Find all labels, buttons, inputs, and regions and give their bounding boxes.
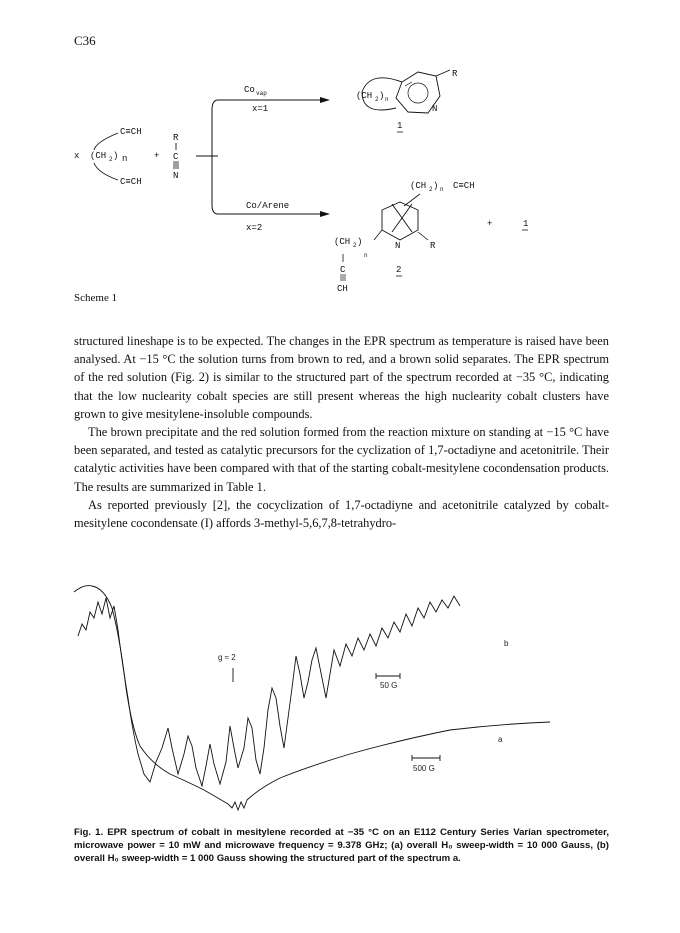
branch-bracket xyxy=(212,100,218,214)
product-2-r: R xyxy=(430,241,436,251)
product-2-structure xyxy=(374,194,428,240)
product-2-number: 2 xyxy=(396,265,402,275)
reactant-alkyne-top: C≡CH xyxy=(120,127,142,137)
product-2-side-close: ) xyxy=(433,181,439,191)
nitrile-c: C xyxy=(173,152,179,162)
plus-sign-2: + xyxy=(487,219,493,229)
upper-reagent-sub: vap xyxy=(256,90,267,97)
reactant-bond-upper xyxy=(94,133,118,150)
product-2-side-alkyne: C≡CH xyxy=(453,181,475,191)
product-2-side-n: n xyxy=(440,186,444,193)
product-1-sub: 2 xyxy=(375,96,379,103)
spectrum-trace-b xyxy=(78,596,460,786)
lower-condition: x=2 xyxy=(246,223,263,233)
reactant-chain-close: ) xyxy=(113,151,119,161)
trace-b-label: b xyxy=(504,639,509,648)
lower-reagent: Co/Arene xyxy=(246,201,290,211)
product-2-ch: CH xyxy=(337,284,348,294)
nitrile-n: N xyxy=(173,171,179,181)
paragraph-3: As reported previously [2], the cocyclization of 1,7-octadiyne and acetonitrile catalyzed by cobalt-mesitylene cocondensate (I) affords 3-methyl-5,6,7,8-tetrahydro- xyxy=(74,497,609,531)
reactant-chain: (CH xyxy=(90,151,107,161)
body-text xyxy=(74,332,609,532)
paragraph-2: The brown precipitate and the red solution formed from the reaction mixture on standing at −15 °C have been separated, and tested as catalytic precursors for the cyclization of 1,7-octadiyne and acetonitrile. Their catalytic activities have been compared with that of the starting cobalt-mesitylene cocondensation products. The results are summarized in Table 1. xyxy=(74,425,609,494)
product-2-n: n xyxy=(364,252,368,259)
reactant-chain-sub: 2 xyxy=(109,156,113,163)
upper-reagent: Co xyxy=(244,85,255,95)
product-2-close: ) xyxy=(357,237,363,247)
reaction-scheme xyxy=(0,0,680,320)
page-number: C36 xyxy=(74,33,96,48)
reactant-alkyne-bottom: C≡CH xyxy=(120,177,142,187)
product-1-number: 1 xyxy=(397,121,403,131)
scale-bar-a-label: 500 G xyxy=(413,764,435,773)
product-2-nitrogen: N xyxy=(395,241,401,251)
plus-product-number: 1 xyxy=(523,219,529,229)
paragraph-1: structured lineshape is to be expected. The changes in the EPR spectrum as temperature is raised have been analysed. At −15 °C the solution turns from brown to red, and a brown solid separates. The EPR spectrum of the red solution (Fig. 2) is similar to the structured part of the spectrum recorded at −35 °C, indicating that the low nuclearity cobalt species are still present whereas the high nuclearity cobalt clusters have grown to give mesitylene-insoluble compounds. xyxy=(74,334,609,421)
product-2-chain: (CH xyxy=(334,237,351,247)
product-1-chain: (CH xyxy=(356,91,373,101)
product-2-side-sub: 2 xyxy=(429,186,433,193)
upper-condition: x=1 xyxy=(252,104,269,114)
product-1-close: ) xyxy=(379,91,385,101)
product-2-side-chain: (CH xyxy=(410,181,427,191)
plus-sign-1: + xyxy=(154,151,160,161)
scheme-label: Scheme 1 xyxy=(74,292,118,304)
trace-a-label: a xyxy=(498,735,503,744)
product-1-r: R xyxy=(452,69,458,79)
product-2-c: C xyxy=(340,265,346,275)
reactant-coefficient: x xyxy=(74,151,80,161)
reactant-bond-lower xyxy=(94,163,118,180)
product-2-sub: 2 xyxy=(353,242,357,249)
product-1-n: n xyxy=(385,96,389,103)
product-1-nitrogen: N xyxy=(432,104,438,114)
scale-bar-b-label: 50 G xyxy=(380,681,398,690)
epr-spectrum-figure xyxy=(70,578,610,823)
figure-caption: Fig. 1. EPR spectrum of cobalt in mesitylene recorded at −35 °C on an E112 Century Series Varian spectrometer, microwave power = 10 mW and microwave frequency = 9.378 GHz; (a) overall H₀ sweep-width = 10 000 Gauss, (b) overall H₀ sweep-width = 1 000 Gauss showing the structured part of the spectrum a. xyxy=(74,827,609,864)
nitrile-r: R xyxy=(173,133,179,143)
g-value-label: g ≈ 2 xyxy=(218,653,236,662)
reactant-chain-n: n xyxy=(122,154,128,164)
